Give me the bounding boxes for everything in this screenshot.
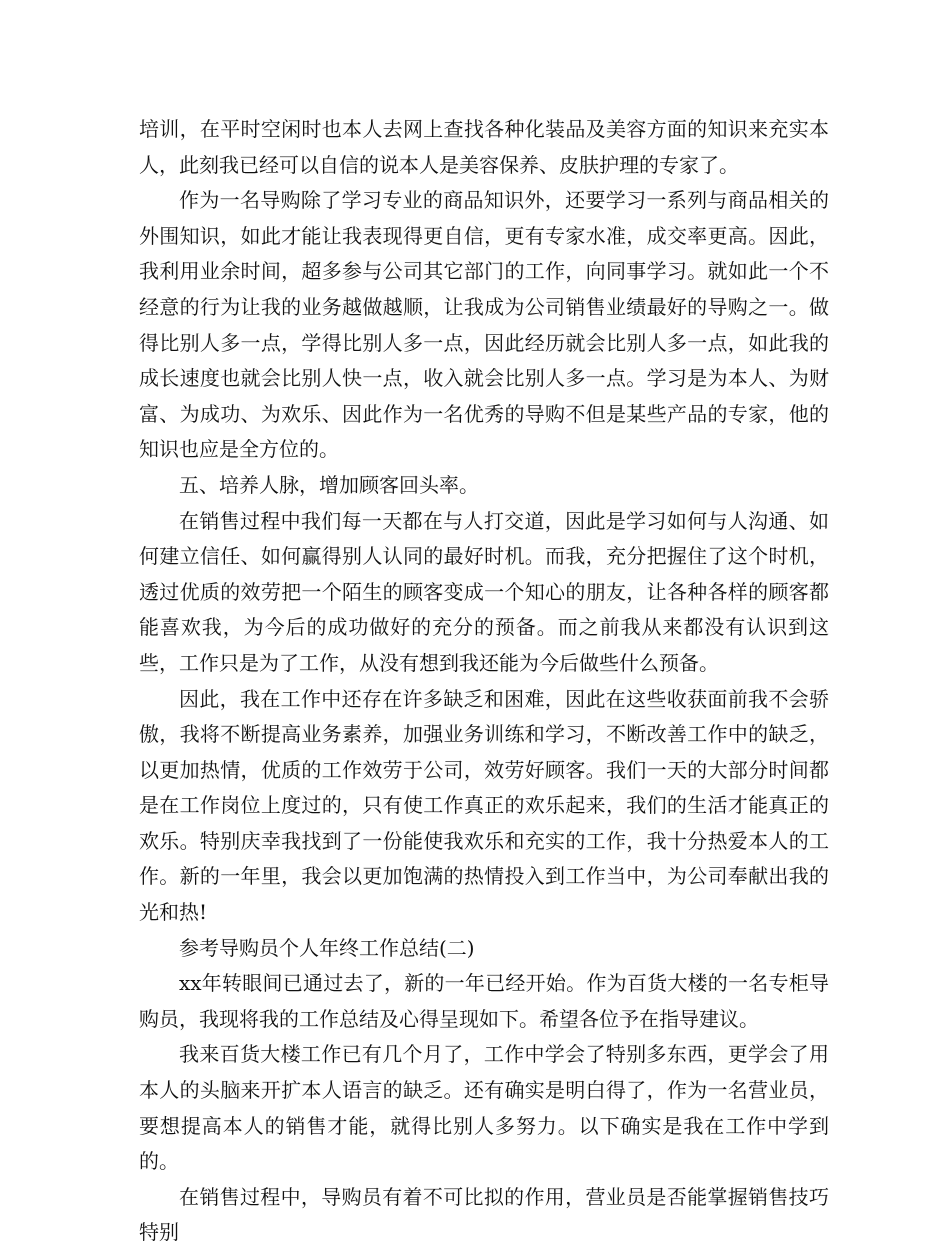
paragraph: 作为一名导购除了学习专业的商品知识外，还要学习一系列与商品相关的外围知识，如此才能让我表现得更自信，更有专家水准，成交率更高。因此，我利用业余时间，超多参与公司其它部门的工作，向同事学习。就如此一个不经意的行为让我的业务越做越顺，让我成为公司销售业绩最好的导购之一。做得比别人多一点，学得比别人多一点，因此经历就会比别人多一点，如此我的成长速度也就会比别人快一点，收入就会比别人多一点。学习是为本人、为财富、为成功、为欢乐、因此作为一名优秀的导购不但是某些产品的专家，他的知识也应是全方位的。 xyxy=(139,188,829,462)
document-page xyxy=(139,112,829,1251)
paragraph: 我来百货大楼工作已有几个月了，工作中学会了特别多东西，更学会了用本人的头脑来开扩本人语言的缺乏。还有确实是明白得了，作为一名营业员，要想提高本人的销售才能，就得比别人多努力。以下确实是我在工作中学到的。 xyxy=(139,1042,829,1174)
paragraph: xx年转眼间已通过去了，新的一年已经开始。作为百货大楼的一名专柜导购员，我现将我的工作总结及心得呈现如下。希望各位予在指导建议。 xyxy=(139,971,829,1031)
paragraph: 在销售过程中，导购员有着不可比拟的作用，营业员是否能掌握销售技巧特别 xyxy=(139,1184,829,1245)
section-heading: 五、培养人脉，增加顾客回头率。 xyxy=(179,472,479,497)
paragraph: 培训，在平时空闲时也本人去网上查找各种化装品及美容方面的知识来充实本人，此刻我已经可以自信的说本人是美容保养、皮肤护理的专家了。 xyxy=(139,117,829,177)
paragraph: 在销售过程中我们每一天都在与人打交道，因此是学习如何与人沟通、如何建立信任、如何赢得别人认同的最好时机。而我，充分把握住了这个时机，透过优质的效劳把一个陌生的顾客变成一个知心的朋友，让各种各样的顾客都能喜欢我，为今后的成功做好的充分的预备。而之前我从来都没有认识到这些，工作只是为了工作，从没有想到我还能为今后做些什么预备。 xyxy=(139,508,829,675)
section-title: 参考导购员个人年终工作总结(二) xyxy=(179,935,475,960)
paragraph: 因此，我在工作中还存在许多缺乏和困难，因此在这些收获面前我不会骄傲，我将不断提高业务素养，加强业务训练和学习，不断改善工作中的缺乏，以更加热情，优质的工作效劳于公司，效劳好顾客。我们一天的大部分时间都是在工作岗位上度过的，只有使工作真正的欢乐起来，我们的生活才能真正的欢乐。特别庆幸我找到了一份能使我欢乐和充实的工作，我十分热爱本人的工作。新的一年里，我会以更加饱满的热情投入到工作当中，为公司奉献出我的光和热! xyxy=(139,686,829,925)
